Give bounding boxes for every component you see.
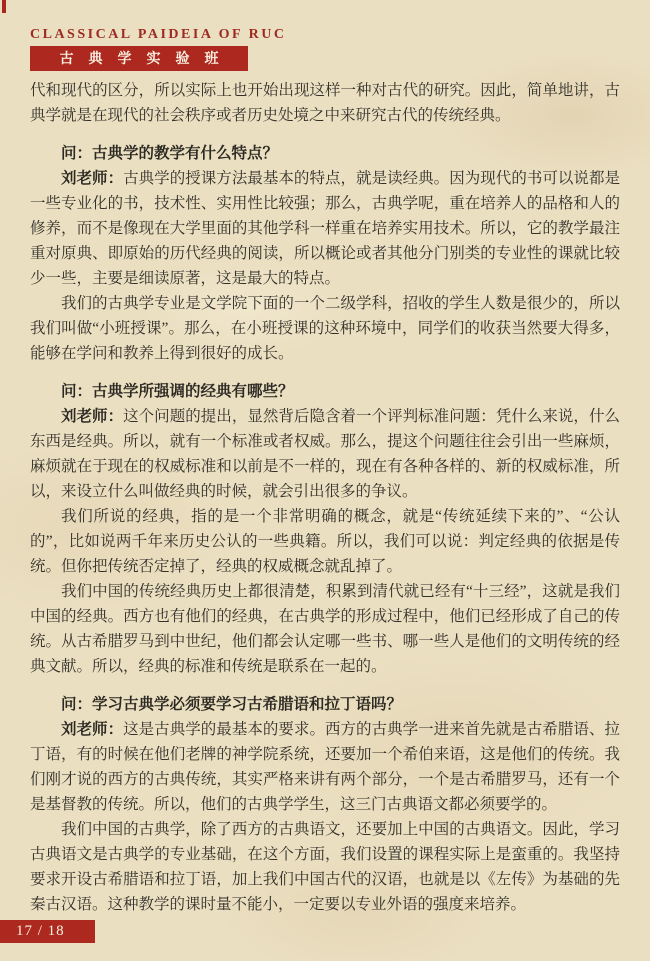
answer-paragraph [30, 717, 620, 817]
answer-paragraph [30, 579, 620, 679]
answer-text: 古典学的授课方法最基本的特点，就是读经典。因为现代的书可以说都是一些专业化的书，技术性、实用性比较强；那么，古典学呢，重在培养人的品格和人的修养，而不是像现在大学里面的其他学科一样重在培养实用技术。所以，它的教学最注重对原典、即原始的历代经典的阅读，所以概论或者其他分门别类的专业性的课就比较少一些，主要是细读原著，这是最大的特点。 [30, 170, 620, 287]
answer-paragraph [30, 404, 620, 504]
answer-paragraph [30, 504, 620, 579]
question-heading: 问：古典学所强调的经典有哪些？ [61, 383, 294, 400]
page-number-badge: 17 / 18 [0, 920, 95, 943]
answer-text: 这个问题的提出，显然背后隐含着一个评判标准问题：凭什么来说，什么东西是经典。所以，就有一个标准或者权威。那么，提这个问题往往会引出一些麻烦，麻烦就在于现在的权威标准和以前是不一样的，现在有各种各样的、新的权威标准，所以，来设立什么叫做经典的时候，就会引出很多的争议。 [30, 408, 620, 500]
speaker-label: 刘老师： [61, 721, 124, 738]
speaker-label: 刘老师： [61, 408, 124, 425]
answer-text: 我们中国的传统经典历史上都很清楚，积累到清代就已经有“十三经”，这就是我们中国的经典。西方也有他们的经典，在古典学的形成过程中，他们已经形成了自己的传统。从古希腊罗马到中世纪，他们都会认定哪一些书、哪一些人是他们的文明传统的经典文献。所以，经典的标准和传统是联系在一起的。 [30, 583, 620, 675]
article-body [30, 78, 620, 917]
question-heading: 问：古典学的教学有什么特点？ [61, 145, 279, 162]
series-title-chinese-banner: 古典学实验班 [30, 46, 248, 71]
answer-text: 我们中国的古典学，除了西方的古典语文，还要加上中国的古典语文。因此，学习古典语文是古典学的专业基础，在这个方面，我们设置的课程实际上是蛮重的。我坚持要求开设古希腊语和拉丁语，加上我们中国古代的汉语，也就是以《左传》为基础的先秦古汉语。这种教学的课时量不能小，一定要以专业外语的强度来培养。 [30, 821, 620, 913]
question-heading: 问：学习古典学必须要学习古希腊语和拉丁语吗？ [61, 696, 403, 713]
answer-paragraph [30, 817, 620, 917]
answer-paragraph [30, 166, 620, 291]
answer-text: 这是古典学的最基本的要求。西方的古典学一进来首先就是古希腊语、拉丁语，有的时候在他们老牌的神学院系统，还要加一个希伯来语，这是他们的传统。我们刚才说的西方的古典传统，其实严格来讲有两个部分，一个是古希腊罗马，还有一个是基督教的传统。所以，他们的古典学学生，这三门古典语文都必须要学的。 [30, 721, 620, 813]
answer-paragraph [30, 291, 620, 366]
answer-text: 我们的古典学专业是文学院下面的一个二级学科，招收的学生人数是很少的，所以我们叫做“小班授课”。那么，在小班授课的这种环境中，同学们的收获当然要大得多，能够在学问和教养上得到很好的成长。 [30, 295, 620, 362]
series-title-english: CLASSICAL PAIDEIA OF RUC [30, 27, 287, 42]
speaker-label: 刘老师： [61, 170, 124, 187]
document-page [30, 0, 620, 917]
corner-red-tick [2, 0, 6, 13]
answer-text: 我们所说的经典，指的是一个非常明确的概念，就是“传统延续下来的”、“公认的”，比如说两千年来历史公认的一些典籍。所以，我们可以说：判定经典的依据是传统。但你把传统否定掉了，经典的权威概念就乱掉了。 [30, 508, 620, 575]
continuation-paragraph: 代和现代的区分，所以实际上也开始出现这样一种对古代的研究。因此，简单地讲，古典学就是在现代的社会秩序或者历史处境之中来研究古代的传统经典。 [30, 82, 620, 124]
